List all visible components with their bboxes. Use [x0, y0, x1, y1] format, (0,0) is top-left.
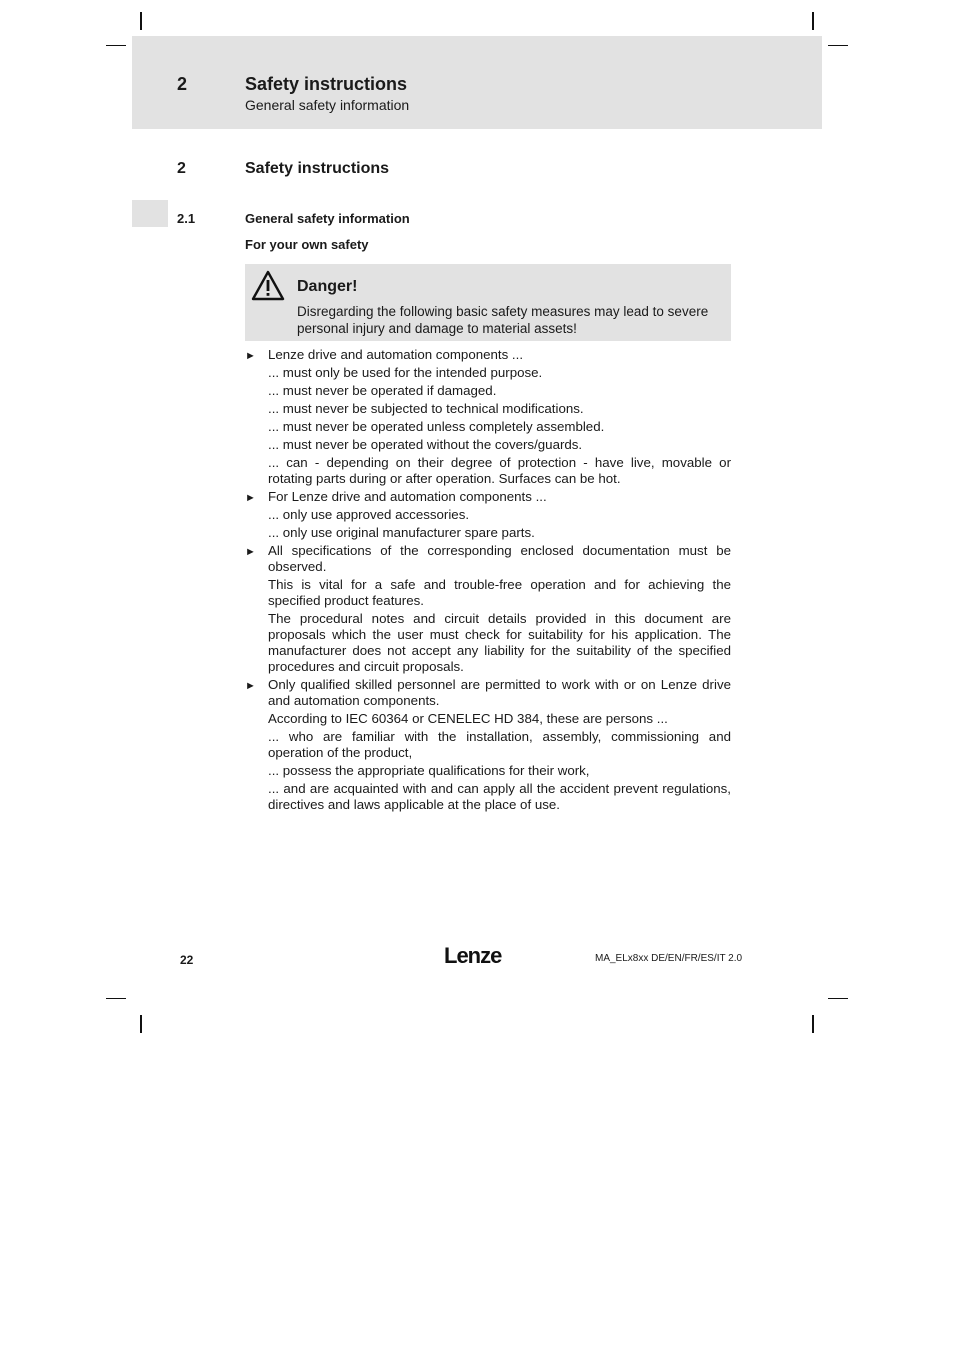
subsection-subheading: For your own safety: [245, 237, 369, 252]
section-title: Safety instructions: [245, 160, 390, 177]
list-item-text: Lenze drive and automation components ...: [268, 347, 524, 362]
bullet-arrow-icon: ►: [245, 492, 256, 504]
list-line: According to IEC 60364 or CENELEC HD 384, these are persons ...: [268, 711, 668, 726]
list-item: [245, 347, 731, 363]
list-line: The procedural notes and circuit details provided in this document are proposals which the user must check for suitability for his application. The manufacturer does not accept any liability for the suitability of the specified procedures and circuit proposals.: [268, 611, 731, 674]
list-line: ... and are acquainted with and can apply all the accident prevent regulations, directives and laws applicable at the place of use.: [268, 781, 731, 812]
list-line: ... only use approved accessories.: [268, 507, 470, 522]
danger-title: Danger!: [297, 278, 358, 295]
danger-text: Disregarding the following basic safety measures may lead to severe personal injury and damage to material assets!: [297, 304, 709, 336]
bullet-arrow-icon: ►: [245, 546, 256, 558]
list-line: ... possess the appropriate qualifications for their work,: [268, 763, 590, 778]
section-number: 2: [177, 160, 186, 177]
page-number: 22: [180, 953, 194, 967]
subsection-title: General safety information: [245, 211, 410, 226]
list-line: ... must never be operated without the covers/guards.: [268, 437, 583, 452]
side-tab-marker: [132, 200, 168, 227]
crop-mark: [828, 998, 848, 999]
list-item: [245, 489, 731, 505]
bullet-arrow-icon: ►: [245, 350, 256, 362]
list-line: ... can - depending on their degree of protection - have live, movable or rotating parts during or after operation. Surfaces can be hot.: [268, 455, 731, 486]
list-line: ... must never be operated unless completely assembled.: [268, 419, 605, 434]
bullet-arrow-icon: ►: [245, 680, 256, 692]
crop-mark: [106, 998, 126, 999]
document-id: MA_ELx8xx DE/EN/FR/ES/IT 2.0: [595, 953, 743, 964]
list-item-text: All specifications of the corresponding enclosed documentation must be observed.: [268, 543, 731, 574]
crop-mark: [140, 1015, 142, 1033]
header-chapter-title: Safety instructions: [245, 74, 408, 94]
list-item: [245, 543, 731, 575]
list-line: ... only use original manufacturer spare parts.: [268, 525, 535, 540]
list-item: [245, 677, 731, 709]
header-subtitle: General safety information: [245, 97, 410, 113]
list-line: ... who are familiar with the installation, assembly, commissioning and operation of the product,: [268, 729, 731, 760]
list-item-text: For Lenze drive and automation components ...: [268, 489, 547, 504]
crop-mark: [106, 45, 126, 46]
subsection-number: 2.1: [177, 211, 196, 226]
list-line: ... must only be used for the intended purpose.: [268, 365, 543, 380]
crop-mark: [828, 45, 848, 46]
list-item-text: Only qualified skilled personnel are permitted to work with or on Lenze drive and automation components.: [268, 677, 731, 708]
header-chapter-number: 2: [177, 74, 188, 94]
crop-mark: [812, 1015, 814, 1033]
header-band: [132, 36, 822, 129]
danger-notice: [245, 264, 731, 341]
warning-triangle-icon: [251, 270, 285, 302]
list-line: This is vital for a safe and trouble-free operation and for achieving the specified product features.: [268, 577, 731, 608]
crop-mark: [812, 12, 814, 30]
crop-mark: [140, 12, 142, 30]
list-line: ... must never be subjected to technical modifications.: [268, 401, 584, 416]
list-line: ... must never be operated if damaged.: [268, 383, 497, 398]
safety-list: [245, 347, 731, 813]
lenze-logo: Lenze: [444, 943, 502, 968]
